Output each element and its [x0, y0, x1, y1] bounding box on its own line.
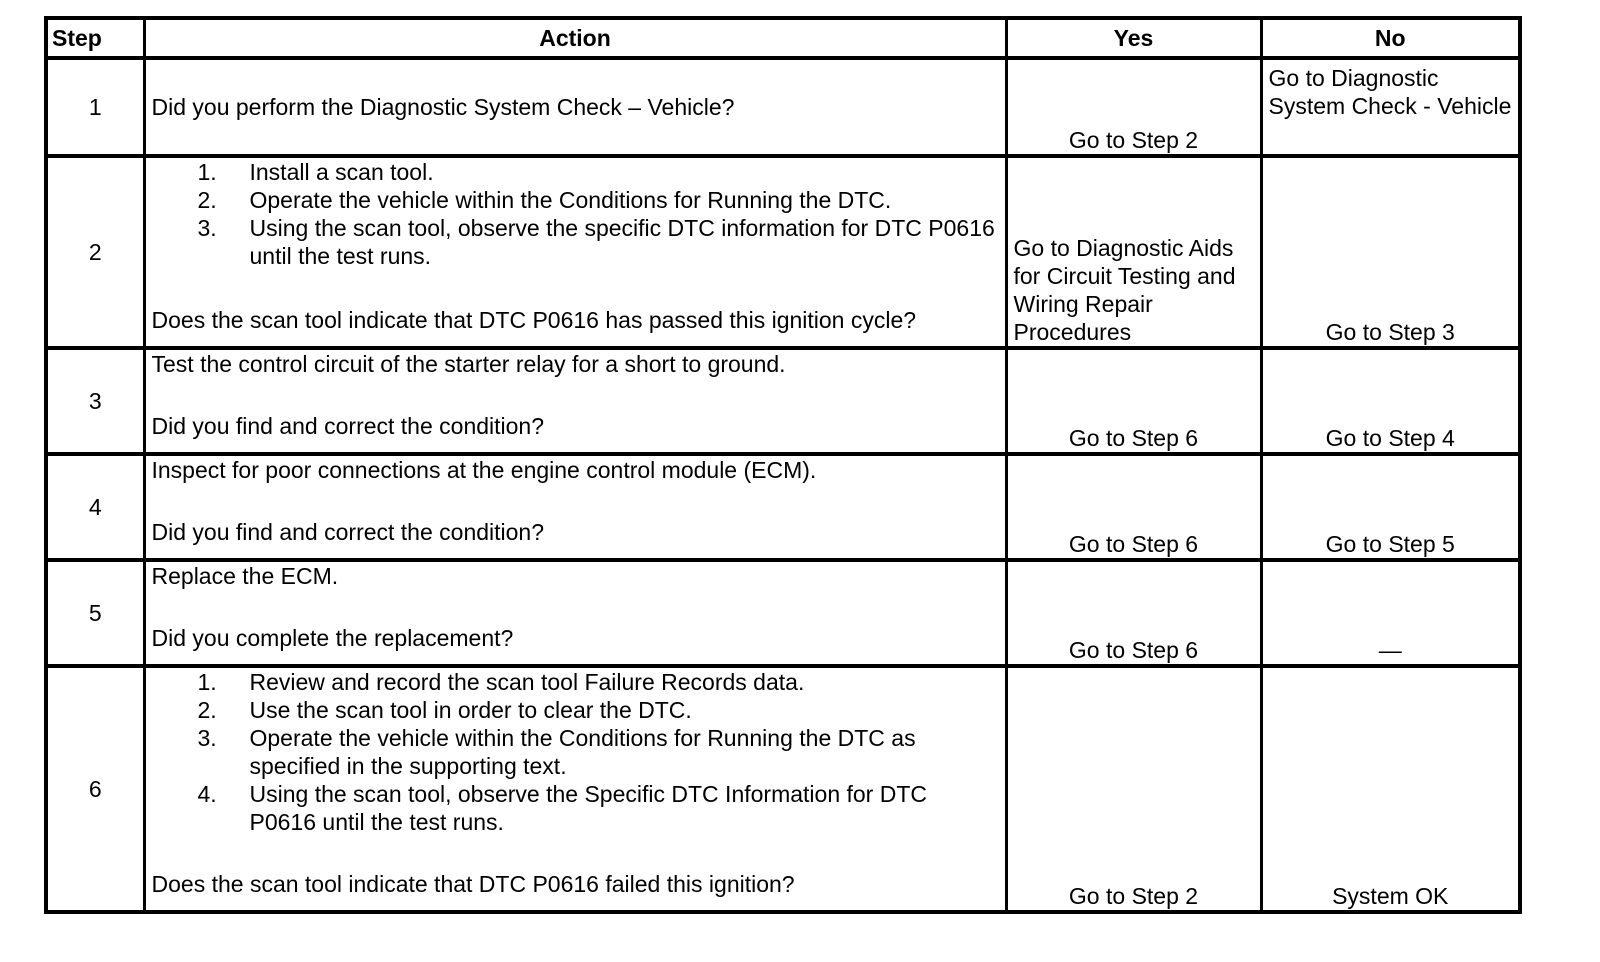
- question-text: Did you perform the Diagnostic System Check – Vehicle?: [151, 94, 735, 120]
- action-cell: [144, 58, 1006, 156]
- yes-cell: Go to Step 6: [1006, 348, 1261, 454]
- header-no: No: [1261, 18, 1520, 58]
- question-text: Did you find and correct the condition?: [151, 413, 545, 439]
- step-number: 4: [46, 454, 144, 560]
- header-yes: Yes: [1006, 18, 1261, 58]
- table-row: [46, 666, 1520, 912]
- table-row: [46, 560, 1520, 666]
- yes-cell: Go to Diagnostic Aids for Circuit Testing and Wiring Repair Procedures: [1006, 156, 1261, 348]
- action-cell: [144, 156, 1006, 348]
- list-item: 1. Review and record the scan tool Failure Records data.: [197, 669, 805, 695]
- procedure-list: [152, 158, 999, 270]
- yes-cell: Go to Step 2: [1006, 666, 1261, 912]
- step-number: 1: [46, 58, 144, 156]
- step-number: 3: [46, 348, 144, 454]
- header-step: Step: [46, 18, 144, 58]
- step-number: 2: [46, 156, 144, 348]
- list-item: 1. Install a scan tool.: [197, 159, 434, 185]
- instruction-text: Test the control circuit of the starter relay for a short to ground.: [151, 351, 786, 377]
- list-item: 4. Using the scan tool, observe the Specific DTC Information for DTC P0616 until the test runs.: [197, 781, 928, 835]
- no-cell: Go to Step 5: [1261, 454, 1520, 560]
- table-row: [46, 454, 1520, 560]
- list-item: 3. Using the scan tool, observe the specific DTC information for DTC P0616 until the test runs.: [197, 215, 995, 269]
- question-text: Did you complete the replacement?: [151, 625, 514, 651]
- question-text: Does the scan tool indicate that DTC P0616 failed this ignition?: [151, 871, 795, 897]
- action-cell: [144, 348, 1006, 454]
- list-item: 2. Operate the vehicle within the Conditions for Running the DTC.: [197, 187, 892, 213]
- no-cell: Go to Diagnostic System Check - Vehicle: [1261, 58, 1520, 156]
- procedure-list: [152, 668, 999, 836]
- list-item: 3. Operate the vehicle within the Conditions for Running the DTC as specified in the supporting text.: [197, 725, 916, 779]
- table-row: [46, 156, 1520, 348]
- step-number: 5: [46, 560, 144, 666]
- no-cell: Go to Step 3: [1261, 156, 1520, 348]
- header-row: [46, 18, 1520, 58]
- action-cell: [144, 560, 1006, 666]
- action-cell: [144, 454, 1006, 560]
- yes-cell: Go to Step 6: [1006, 560, 1261, 666]
- diagnostic-table: [44, 16, 1522, 914]
- step-number: 6: [46, 666, 144, 912]
- yes-cell: Go to Step 6: [1006, 454, 1261, 560]
- table-row: [46, 58, 1520, 156]
- header-action: Action: [144, 18, 1006, 58]
- no-cell: —: [1261, 560, 1520, 666]
- instruction-text: Inspect for poor connections at the engine control module (ECM).: [151, 457, 817, 483]
- instruction-text: Replace the ECM.: [151, 563, 339, 589]
- action-cell: [144, 666, 1006, 912]
- question-text: Does the scan tool indicate that DTC P0616 has passed this ignition cycle?: [151, 307, 917, 333]
- no-cell: Go to Step 4: [1261, 348, 1520, 454]
- yes-cell: Go to Step 2: [1006, 58, 1261, 156]
- question-text: Did you find and correct the condition?: [151, 519, 545, 545]
- table-row: [46, 348, 1520, 454]
- list-item: 2. Use the scan tool in order to clear the DTC.: [197, 697, 692, 723]
- no-cell: System OK: [1261, 666, 1520, 912]
